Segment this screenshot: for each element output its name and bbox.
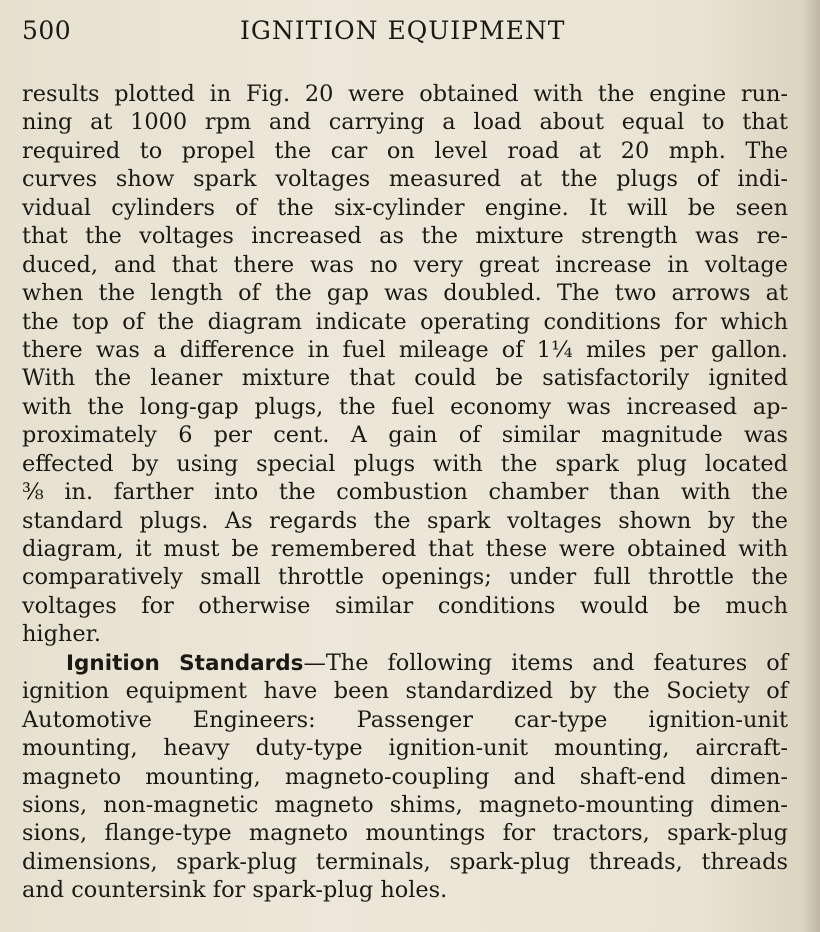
text-line: Automotive Engineers: Passenger car-type ignition-unit bbox=[22, 706, 788, 733]
text-line: duced, and that there was no very great increase in voltage bbox=[22, 251, 788, 278]
text-line: that the voltages increased as the mixture strength was re- bbox=[22, 223, 788, 250]
text-line: there was a difference in fuel mileage of 1¼ miles per gallon. bbox=[22, 336, 788, 363]
paragraph-results bbox=[22, 80, 788, 649]
text-line: higher. bbox=[22, 621, 101, 648]
text-line: proximately 6 per cent. A gain of similar magnitude was bbox=[22, 422, 788, 449]
section-heading: Ignition Standards bbox=[66, 650, 304, 676]
text-line: diagram, it must be remembered that these were obtained with bbox=[22, 536, 788, 562]
text-line: standard plugs. As regards the spark voltages shown by the bbox=[22, 507, 788, 534]
text-line: with the long-gap plugs, the fuel economy was increased ap- bbox=[22, 393, 788, 420]
text-line: ignition equipment have been standardized by the Society of bbox=[22, 678, 788, 705]
text-line: magneto mounting, magneto-coupling and shaft-end dimen- bbox=[22, 763, 788, 790]
text-line: vidual cylinders of the six-cylinder engine. It will be seen bbox=[22, 194, 788, 221]
text-line: ning at 1000 rpm and carrying a load about equal to that bbox=[22, 109, 788, 136]
chapter-title: IGNITION EQUIPMENT bbox=[240, 16, 566, 45]
heading-continuation: —The following items and features of bbox=[303, 649, 788, 676]
text-line: results plotted in Fig. 20 were obtained with the engine run- bbox=[22, 81, 788, 107]
text-line: the top of the diagram indicate operating conditions for which bbox=[22, 308, 788, 335]
text-line: when the length of the gap was doubled. The two arrows at bbox=[22, 280, 788, 307]
page-edge-shadow bbox=[802, 0, 820, 932]
text-line: sions, flange-type magneto mountings for tractors, spark-plug bbox=[22, 820, 788, 847]
text-line: effected by using special plugs with the spark plug located bbox=[22, 450, 788, 477]
body-text bbox=[22, 80, 788, 905]
paragraph-ignition-standards bbox=[22, 649, 788, 905]
text-line: dimensions, spark-plug terminals, spark-plug threads, threads bbox=[22, 848, 788, 875]
text-line: required to propel the car on level road at 20 mph. The bbox=[22, 137, 788, 164]
text-line: mounting, heavy duty-type ignition-unit mounting, aircraft- bbox=[22, 735, 788, 762]
text-line: comparatively small throttle openings; under full throttle the bbox=[22, 564, 788, 591]
text-line: sions, non-magnetic magneto shims, magneto-mounting dimen- bbox=[22, 791, 788, 818]
running-head bbox=[22, 14, 792, 48]
text-line: and countersink for spark-plug holes. bbox=[22, 877, 448, 904]
text-line: ⅜ in. farther into the combustion chamber than with the bbox=[22, 479, 788, 506]
text-line: curves show spark voltages measured at the plugs of indi- bbox=[22, 166, 788, 193]
text-line: voltages for otherwise similar conditions would be much bbox=[22, 592, 788, 619]
text-line: With the leaner mixture that could be satisfactorily ignited bbox=[22, 365, 788, 392]
text-line bbox=[22, 649, 788, 677]
page-number: 500 bbox=[22, 16, 72, 45]
